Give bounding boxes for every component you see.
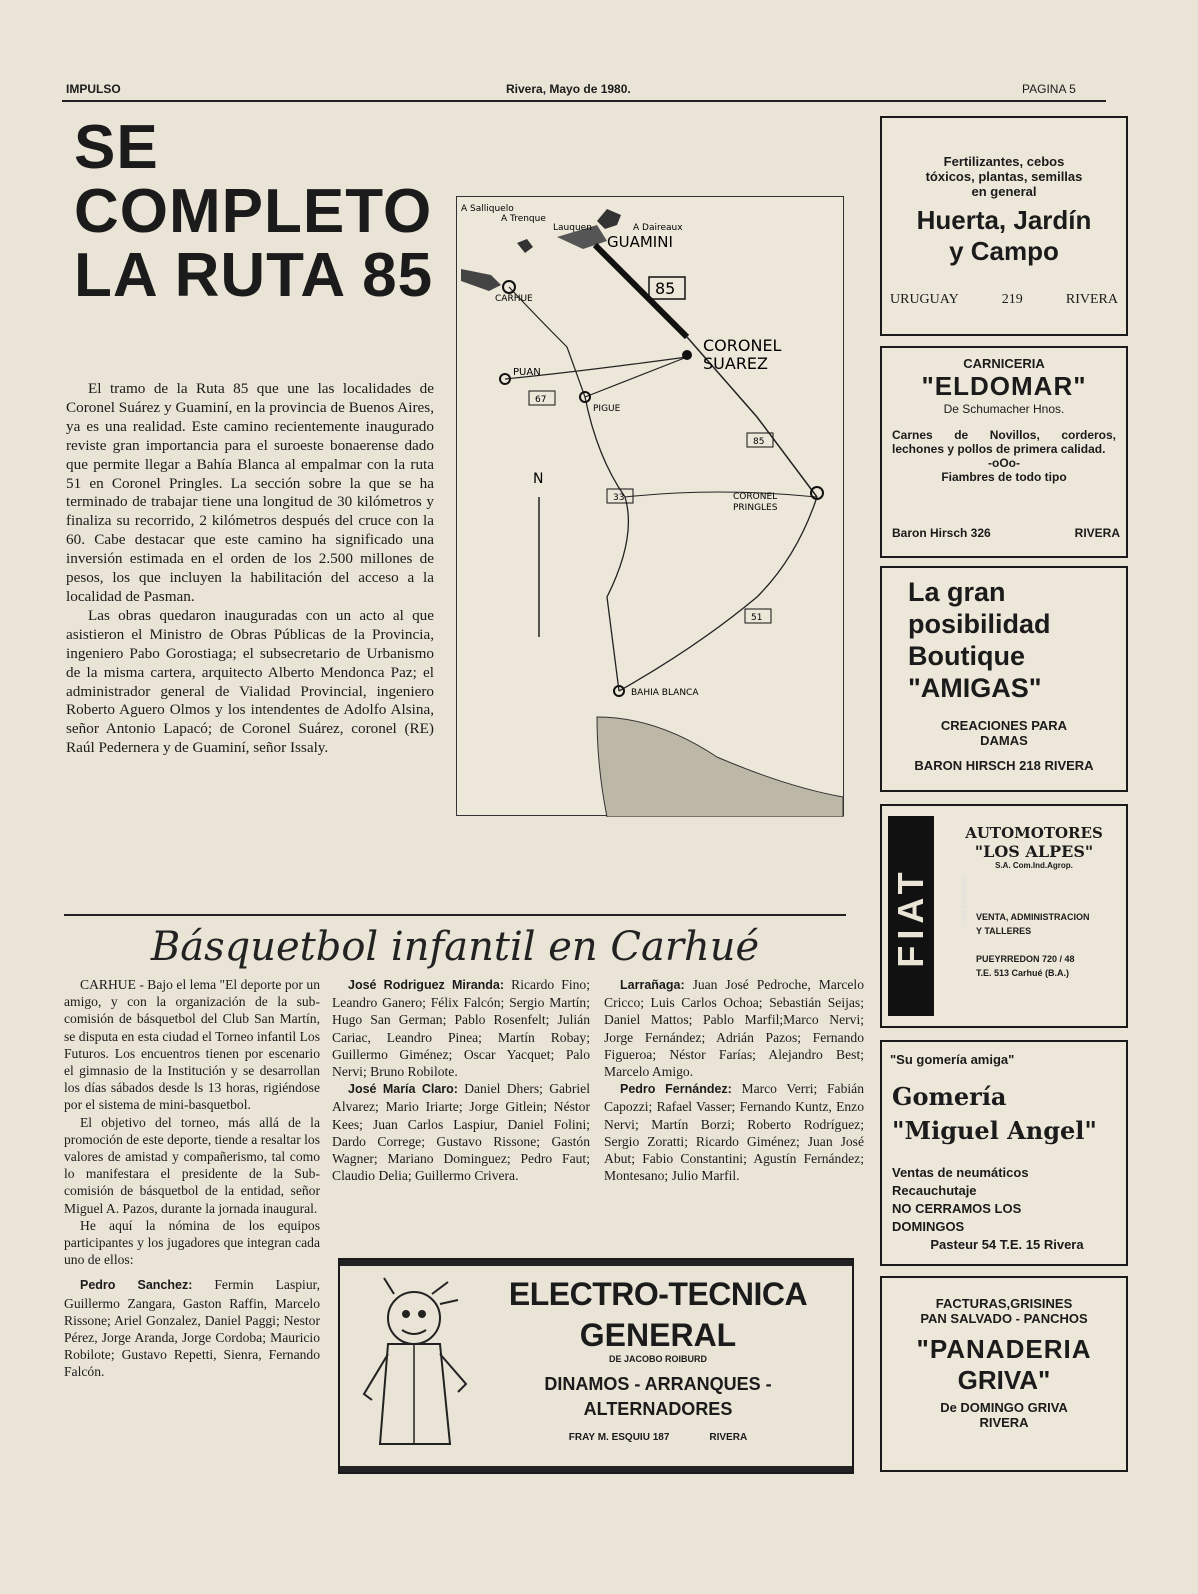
map-label-pringles-1: CORONEL	[733, 492, 778, 502]
basketball-column-1	[64, 976, 320, 1381]
ad-griva-owner: De DOMINGO GRIVA	[940, 1400, 1068, 1415]
ad-eldomar-separator: -oOo-	[988, 456, 1020, 470]
road-pringles	[625, 492, 817, 497]
fiat-brand: FIAT	[890, 866, 931, 968]
ad-griva-line-2: PAN SALVADO - PANCHOS	[920, 1311, 1088, 1326]
map-label-route33: 33	[613, 493, 625, 503]
ad-amigas-line-3: Boutique	[908, 641, 1025, 671]
ad-gomeria	[880, 1040, 1128, 1266]
ad-gomeria-line-6: DOMINGOS	[892, 1219, 965, 1234]
route-33	[585, 397, 628, 691]
team-players: Fermin Laspiur, Guillermo Zangara, Gaston Raffin, Marcelo Rissone; Ariel Gonzalez, Daniel Paggi; Nestor Pérez, Jorge Aranda, Jorge Cordoba; Mauricio Robilote; Gustavo Repetti, Sienra, Fernando Falcón.	[64, 1277, 321, 1380]
lake-shape	[461, 269, 501, 291]
ad-huerta-line-2: tóxicos, plantas, semillas	[925, 169, 1083, 184]
ad-eldomar-body: Carnes de Novillos, corderos, lechones y pollos de primera calidad.	[892, 428, 1116, 456]
map-label-guamini: GUAMINI	[607, 233, 673, 251]
ad-gomeria-tagline: "Su gomería amiga"	[890, 1052, 1015, 1067]
route-51	[619, 497, 817, 691]
team-players: Marco Verri; Fabián Capozzi; Rafael Vasser; Fernando Kuntz, Enzo Nervi; Martín Borzi; Roberto Rodríguez; Sergio Zoratti; Ricardo Giménez; Juan José Abut; Fabio Constantini; Agustín Fernández; Montesano; Julio Marfil.	[604, 1081, 864, 1184]
team-name: José Rodriguez Miranda:	[348, 978, 505, 992]
lake-shape	[517, 239, 533, 253]
ad-huerta-title-2: y Campo	[949, 236, 1059, 266]
ad-electro-services-1: DINAMOS - ARRANQUES -	[544, 1374, 772, 1394]
team-players: Daniel Dhers; Gabriel Alvarez; Mario Iriarte; Jorge Gitlein; Néstor Kees; Juan Carlos Laspiur, Daniel Folini; Dardo Correge; Gustavo Rissone; Gastón Wagner; Mariano Dominguez; Pedro Faut; Claudio Delia; Guillermo Crivera.	[332, 1081, 590, 1184]
ad-eldomar-owner: De Schumacher Hnos.	[943, 402, 1065, 416]
page-number: PAGINA 5	[1022, 82, 1076, 96]
ad-alpes-line-6: PUEYRREDON 720 / 48	[976, 954, 1075, 964]
team-players: Juan José Pedroche, Marcelo Cricco; Luis Carlos Ochoa; Sebastián Seijas; Daniel Mattos; Pablo Marfil;Marco Nervi; Jorge Fernández; Adrián Pazos; Fernando Figueroa; Néstor Farías; Alejandro Best; Marcelo Amigo.	[604, 977, 864, 1080]
ad-alpes-line-7: T.E. 513 Carhué (B.A.)	[976, 968, 1070, 978]
issue-date: Rivera, Mayo de 1980.	[506, 82, 631, 96]
team-pedro-sanchez	[64, 1276, 320, 1380]
lake-shape	[597, 209, 621, 229]
ad-gomeria-line-7: Pasteur 54 T.E. 15 Rivera	[930, 1237, 1084, 1252]
ad-griva	[880, 1276, 1128, 1472]
ad-gomeria-line-5: NO CERRAMOS LOS	[892, 1201, 1022, 1216]
route-map	[456, 196, 844, 816]
newspaper-name: IMPULSO	[66, 82, 121, 96]
ad-amigas	[880, 566, 1128, 792]
team-name: Larrañaga:	[620, 978, 685, 992]
article-paragraph-1: El tramo de la Ruta 85 que une las localidades de Coronel Suárez y Guaminí, en la provincia de Buenos Aires, ya es una realidad. Este camino recientemente inaugurado reviste gran importancia para el suroeste bonaerense dado que permite llegar a Bahía Blanca al empalmar con la ruta 51 en Coronel Pringles. La sección sobre la que se ha terminado de trabajar tiene una longitud de 30 kilómetros y finaliza su recorrido, 2 kilómetros después del cruce con la 60. Cabe destacar que este camino ha significado una inversión estimada en el orden de los 2.500 millones de pesos, los que incluyen la habilitación del acceso a la localidad de Pasman.	[66, 380, 434, 605]
ad-alpes-line-5: Y TALLERES	[976, 926, 1032, 936]
map-label-route67: 67	[535, 395, 547, 405]
ad-eldomar-address: Baron Hirsch 326	[892, 526, 991, 540]
map-label-daireaux: A Daireaux	[633, 223, 683, 233]
basketball-column-2	[332, 976, 590, 1184]
ad-electro-owner: DE JACOBO ROIBURD	[608, 1354, 707, 1364]
fiat-concesionario: CONCESIONARIO	[962, 874, 968, 926]
basketball-paragraph-2: El objetivo del torneo, más allá de la promoción de este deporte, tiende a resaltar los valores de amistad y compañerismo, tal como lo manifestara el presidente de la Sub-comisión de básquetbol de la entidad, señor Miguel A. Pazos, durante la jornada inaugural.	[64, 1114, 320, 1216]
mascot-illustration	[354, 1274, 478, 1460]
header-rule	[62, 100, 1106, 102]
map-label-coronel-suarez-2: SUAREZ	[703, 354, 768, 373]
ad-amigas-tagline-1: CREACIONES PARA	[940, 718, 1068, 733]
section-rule	[64, 914, 846, 916]
map-label-route51: 51	[751, 613, 763, 623]
team-rodriguez-miranda	[332, 976, 590, 1080]
team-larranaga	[604, 976, 864, 1080]
ad-eldomar	[880, 346, 1128, 558]
map-label-bahia: BAHIA BLANCA	[631, 688, 699, 698]
ad-huerta-street: URUGUAY	[890, 292, 959, 307]
team-name: José María Claro:	[348, 1082, 458, 1097]
ad-alpes-line-4: VENTA, ADMINISTRACION	[976, 912, 1090, 922]
road-67	[585, 357, 687, 397]
ad-huerta-title-1: Huerta, Jardín	[916, 205, 1092, 235]
ad-amigas-address: BARON HIRSCH 218 RIVERA	[914, 758, 1094, 773]
ad-gomeria-title-1: Gomería	[892, 1082, 1007, 1111]
ad-top-rule	[340, 1260, 852, 1266]
map-label-route85-mid: 85	[753, 437, 765, 447]
ad-gomeria-line-4: Recauchutaje	[892, 1183, 977, 1198]
map-label-pigue: PIGUE	[593, 404, 621, 414]
ad-griva-city: RIVERA	[979, 1415, 1029, 1430]
ad-huerta-line-3: en general	[971, 184, 1037, 199]
ad-electro-title-2: GENERAL	[579, 1317, 737, 1353]
ad-huerta-city: RIVERA	[1065, 292, 1118, 307]
ad-huerta-line-1: Fertilizantes, cebos	[943, 154, 1065, 169]
ad-amigas-name: "AMIGAS"	[908, 673, 1042, 703]
headline-line-1: SE COMPLETO	[74, 113, 433, 246]
ad-amigas-line-2: posibilidad	[908, 609, 1051, 639]
map-label-pringles-2: PRINGLES	[733, 503, 778, 513]
fiat-logo	[888, 816, 934, 1016]
ad-griva-line-1: FACTURAS,GRISINES	[935, 1296, 1073, 1311]
map-label-north: N	[533, 471, 544, 487]
article-body	[66, 380, 434, 758]
map-label-lauquen: Lauquen	[553, 223, 592, 233]
ad-gomeria-line-3: Ventas de neumáticos	[892, 1165, 1029, 1180]
ad-eldomar-city: RIVERA	[1074, 526, 1120, 540]
ad-griva-title-2: GRIVA"	[957, 1365, 1051, 1395]
basketball-column-3	[604, 976, 864, 1184]
map-label-trenque: A Trenque	[501, 214, 546, 224]
route-map-drawing	[457, 197, 845, 817]
ad-bottom-rule	[340, 1466, 852, 1472]
ad-griva-title-1: "PANADERIA	[916, 1334, 1092, 1364]
team-maria-claro	[332, 1080, 590, 1184]
ad-eldomar-type: CARNICERIA	[963, 356, 1045, 371]
ad-alpes-line-1: AUTOMOTORES	[965, 824, 1103, 842]
ad-electro-tecnica	[338, 1258, 854, 1474]
team-name: Pedro Fernández:	[620, 1082, 732, 1097]
basketball-paragraph-1: CARHUE - Bajo el lema "El deporte por un amigo, y con la organización de la sub-comisión de básquetbol del Club San Martín, se disputa en esta ciudad el Torneo infantil Los Futuros. Los encuentros tienen por escenario el gimnasio de la Institución y se desarrollan los días sábados desde ls 13 horas, rigiéndose por el sistema de mini-basquetbol.	[64, 977, 320, 1113]
headline-line-2: LA RUTA 85	[74, 241, 434, 310]
basketball-title: Básquetbol infantil en Carhué	[150, 924, 760, 970]
team-players: Ricardo Fino; Leandro Ganero; Félix Falcón; Sergio Martín; Hugo San German; Pablo Rosenfelt; Julián Cariac, Leandro Pinea; Martín Robay; Guillermo Giménez; Oscar Yacquet; Palo Nervi; Bruno Robilote.	[332, 977, 590, 1080]
ad-alpes-line-2: "LOS ALPES"	[974, 842, 1094, 861]
map-label-route85-top: 85	[655, 279, 676, 298]
map-label-carhue: CARHUE	[495, 294, 533, 304]
map-label-coronel-suarez-1: CORONEL	[703, 336, 782, 355]
headline	[74, 113, 514, 310]
ad-los-alpes	[880, 804, 1128, 1028]
ad-electro-title-1: ELECTRO-TECNICA	[508, 1276, 808, 1312]
coastline	[597, 717, 843, 817]
ad-eldomar-fiambres: Fiambres de todo tipo	[941, 470, 1067, 484]
ad-amigas-line-1: La gran	[908, 577, 1006, 607]
ad-huerta-number: 219	[1001, 292, 1023, 307]
ad-electro-services-2: ALTERNADORES	[583, 1399, 733, 1419]
ad-gomeria-title-2: "Miguel Angel"	[892, 1116, 1097, 1145]
ad-eldomar-name: "ELDOMAR"	[921, 371, 1087, 401]
team-name: Pedro Sanchez:	[80, 1278, 193, 1293]
article-paragraph-2: Las obras quedaron inauguradas con un acto al que asistieron el Ministro de Obras Públicas de la Provincia, ingeniero Pabo Gorostiaga; el subsecretario de Urbanismo de la misma cartera, arquitecto Alberto Mendonca Paz; el administrador general de Vialidad Provincial, ingeniero Roberto Aguero Olmos y los intendentes de Adolfo Alsina, señor Antonio Lapacó; de Coronel Suárez, coronel (RE) Raúl Pedernera y de Guaminí, señor Issaly.	[66, 606, 434, 757]
ad-amigas-tagline-2: DAMAS	[980, 733, 1028, 748]
team-pedro-fernandez	[604, 1080, 864, 1184]
basketball-paragraph-3: He aquí la nómina de los equipos participantes y los jugadores que integran cada uno de ellos:	[64, 1217, 320, 1268]
ad-huerta	[880, 116, 1128, 336]
map-label-salliquelo: A Salliquelo	[461, 204, 514, 214]
map-label-puan: PUAN	[513, 367, 541, 378]
ad-alpes-line-3: S.A. Com.Ind.Agrop.	[995, 861, 1073, 870]
ad-electro-address: FRAY M. ESQUIU 187	[568, 1432, 670, 1443]
ad-electro-city: RIVERA	[709, 1432, 748, 1443]
